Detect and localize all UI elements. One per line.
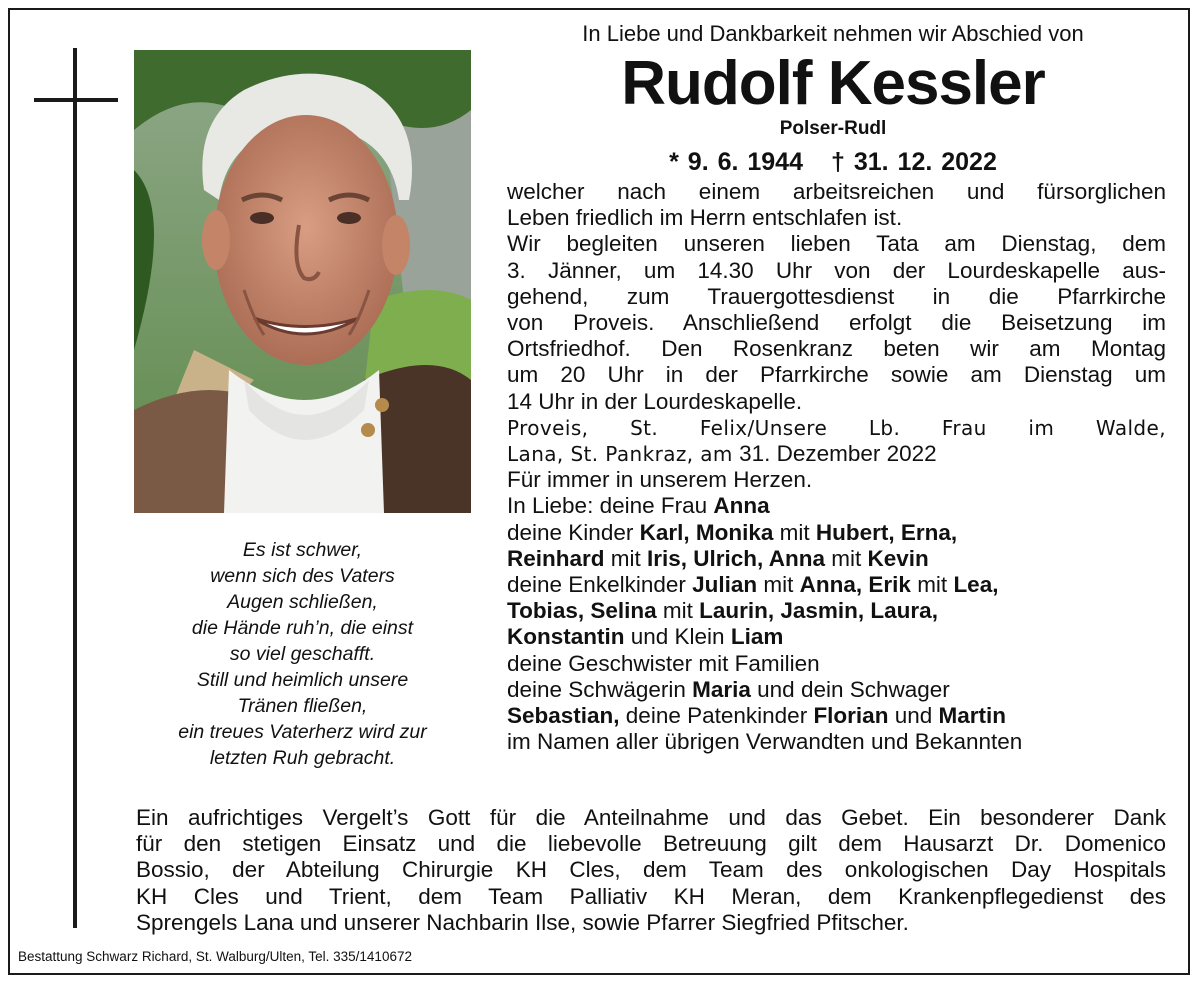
family-line: Konstantin und Klein Liam <box>507 624 784 650</box>
life-dates <box>503 146 1163 178</box>
body-line: welcher nach einem arbeitsreichen und fürsorglichen <box>507 179 1166 204</box>
notice-date: 31. Dezember 2022 <box>732 441 937 467</box>
place-line: Proveis, St. Felix/Unsere Lb. Frau im Walde, <box>507 415 1166 440</box>
thanks-paragraph <box>136 805 1166 936</box>
place-date-line <box>507 441 1166 467</box>
cross-icon-horizontal <box>34 98 118 102</box>
cross-icon-vertical <box>73 48 77 928</box>
deceased-name: Rudolf Kessler <box>621 49 1045 118</box>
family-line: deine Schwägerin Maria und dein Schwager <box>507 676 950 702</box>
poem <box>134 537 471 771</box>
family-line: Sebastian, deine Patenkinder Florian und Martin <box>507 703 1006 729</box>
nickname: Polser-Rudl <box>779 118 887 139</box>
family-line: Reinhard mit Iris, Ulrich, Anna mit Kevin <box>507 545 929 571</box>
body-line: 3. Jänner, um 14.30 Uhr von der Lourdeskapelle aus- <box>507 257 1166 283</box>
thanks-line: Ein aufrichtiges Vergelt’s Gott für die Anteilnahme und das Gebet. Ein besonderer Dank <box>136 805 1166 830</box>
thanks-line: Bossio, der Abteilung Chirurgie KH Cles, dem Team des onkologischen Day Hospitals <box>136 857 1166 883</box>
poem-line: wenn sich des Vaters <box>210 565 395 587</box>
poem-line: Still und heimlich unsere <box>196 669 409 691</box>
body-line: Wir begleiten unseren lieben Tata am Dienstag, dem <box>507 231 1166 257</box>
family-line: deine Geschwister mit Familien <box>507 650 820 676</box>
body-line: um 20 Uhr in der Pfarrkirche sowie am Dienstag um <box>507 362 1166 388</box>
body-line: gehend, zum Trauergottesdienst in die Pfarrkirche <box>507 283 1166 309</box>
poem-line: Tränen fließen, <box>237 695 368 717</box>
thanks-line: KH Cles und Trient, dem Team Palliativ KH Meran, dem Krankenpflegedienst des <box>136 883 1166 909</box>
portrait-photo <box>134 50 471 513</box>
poem-line: ein treues Vaterherz wird zur <box>178 721 427 743</box>
family-line: In Liebe: deine Frau Anna <box>507 493 770 519</box>
family-line: deine Enkelkinder Julian mit Anna, Erik mit Lea, <box>507 572 999 598</box>
death-date: † 31. 12. 2022 <box>831 148 997 176</box>
intro-text: In Liebe und Dankbarkeit nehmen wir Abschied von <box>582 21 1084 46</box>
place-names: Lana, St. Pankraz, am <box>507 442 733 467</box>
body-line: 14 Uhr in der Lourdeskapelle. <box>507 388 803 414</box>
body-line: von Proveis. Anschließend erfolgt die Beisetzung im <box>507 310 1166 336</box>
family-line: deine Kinder Karl, Monika mit Hubert, Erna, <box>507 519 958 545</box>
poem-line: so viel geschafft. <box>229 643 376 665</box>
family-line: im Namen aller übrigen Verwandten und Bekannten <box>507 729 1023 755</box>
body-line: Leben friedlich im Herrn entschlafen ist. <box>507 205 903 231</box>
birth-date: * 9. 6. 1944 <box>669 148 803 176</box>
portrait-illustration <box>134 50 471 513</box>
thanks-line: Sprengels Lana und unserer Nachbarin Ilse, sowie Pfarrer Siegfried Pfitscher. <box>136 909 909 935</box>
funeral-home-footer: Bestattung Schwarz Richard, St. Walburg/Ulten, Tel. 335/1410672 <box>18 949 412 964</box>
forever-line: Für immer in unserem Herzen. <box>507 467 813 493</box>
family-line: Tobias, Selina mit Laurin, Jasmin, Laura, <box>507 598 938 624</box>
poem-line: Es ist schwer, <box>242 539 363 561</box>
body-line: Ortsfriedhof. Den Rosenkranz beten wir am Montag <box>507 336 1166 362</box>
poem-line: Augen schließen, <box>227 591 378 613</box>
poem-line: die Hände ruh’n, die einst <box>191 617 414 639</box>
poem-line: letzten Ruh gebracht. <box>209 747 396 769</box>
notice-body <box>507 179 1166 755</box>
thanks-line: für den stetigen Einsatz und die liebevolle Betreuung gilt dem Hausarzt Dr. Domenico <box>136 831 1166 857</box>
